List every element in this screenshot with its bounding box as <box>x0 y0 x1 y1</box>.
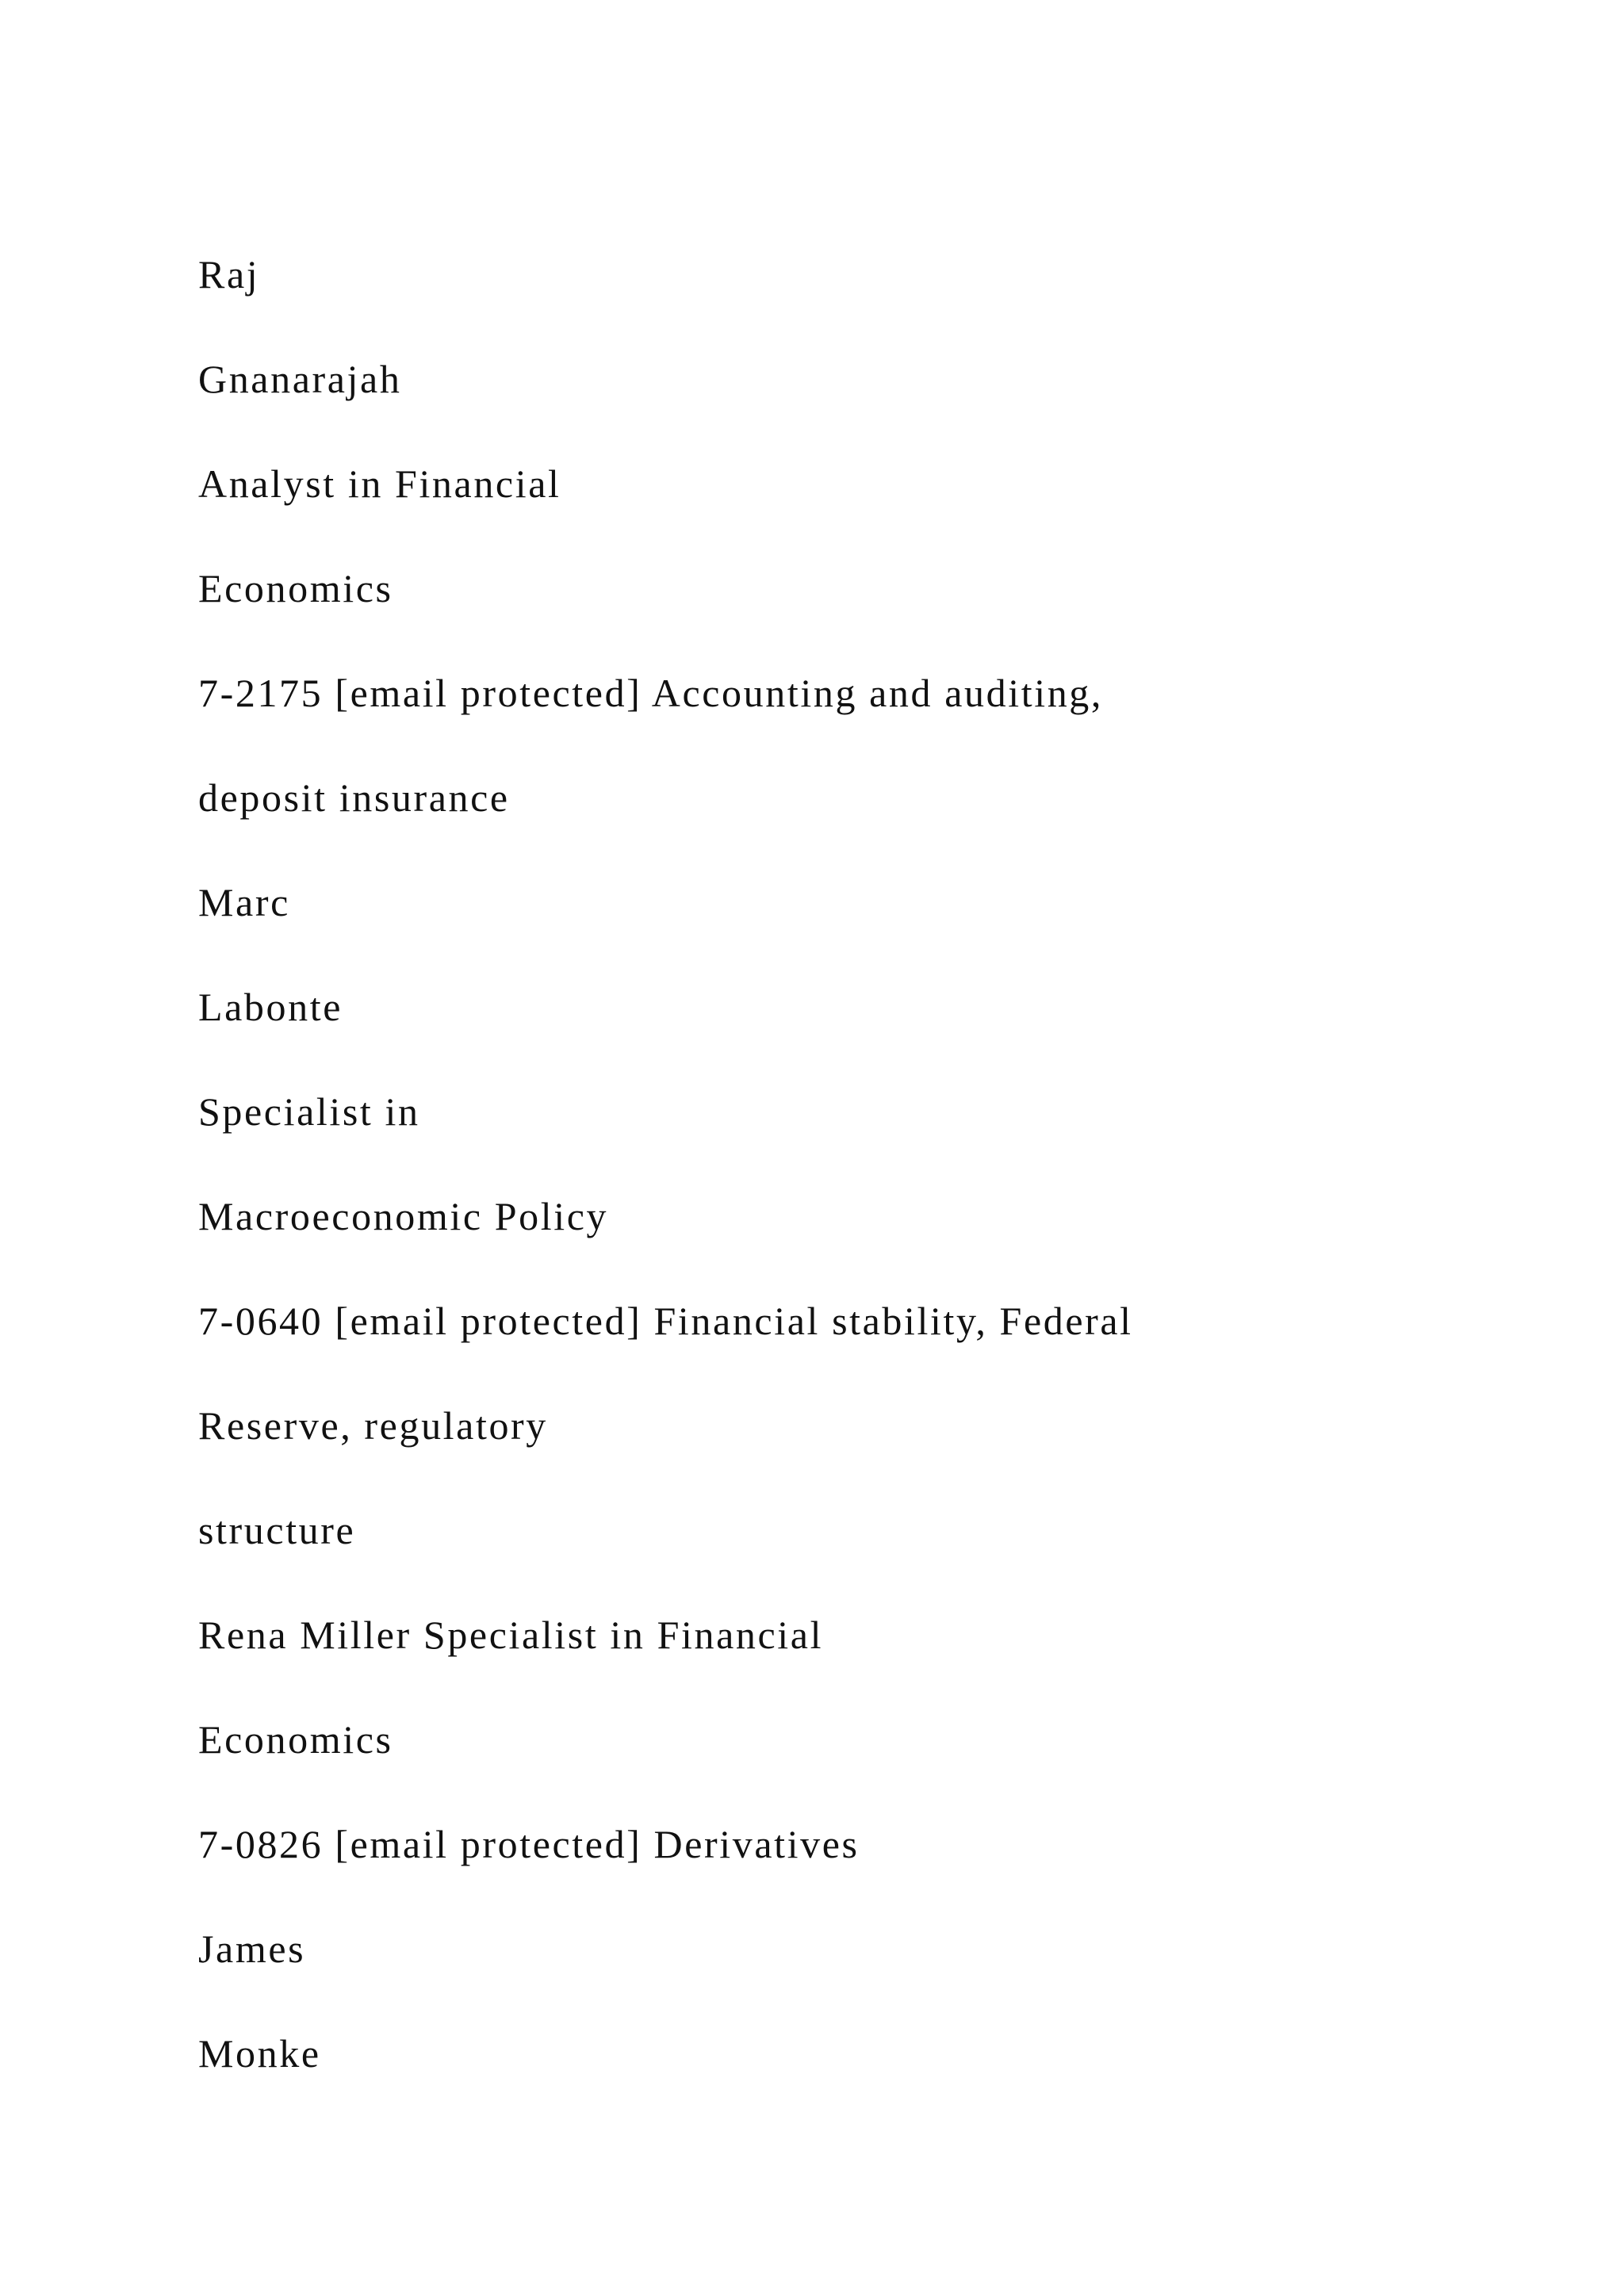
text-line: Monke <box>198 2031 321 2076</box>
text-line: Economics <box>198 1717 393 1762</box>
text-line: Macroeconomic Policy <box>198 1194 609 1238</box>
text-line: James <box>198 1927 306 1971</box>
text-line: 7-0826 [email protected] Derivatives <box>198 1822 860 1866</box>
text-line: Gnanarajah <box>198 357 402 401</box>
contact-list <box>198 235 1133 2118</box>
text-line: Economics <box>198 566 393 610</box>
text-line: structure <box>198 1508 356 1552</box>
text-line: Rena Miller Specialist in Financial <box>198 1613 824 1657</box>
text-line: 7-0640 [email protected] Financial stability, Federal <box>198 1299 1133 1343</box>
text-line: Reserve, regulatory <box>198 1403 548 1448</box>
text-line: Labonte <box>198 985 343 1029</box>
text-line: 7-2175 [email protected] Accounting and auditing, <box>198 671 1103 715</box>
text-line: Analyst in Financial <box>198 461 561 506</box>
text-line: Raj <box>198 252 260 297</box>
text-line: deposit insurance <box>198 775 510 820</box>
text-line: Marc <box>198 880 290 924</box>
text-line: Specialist in <box>198 1089 420 1134</box>
